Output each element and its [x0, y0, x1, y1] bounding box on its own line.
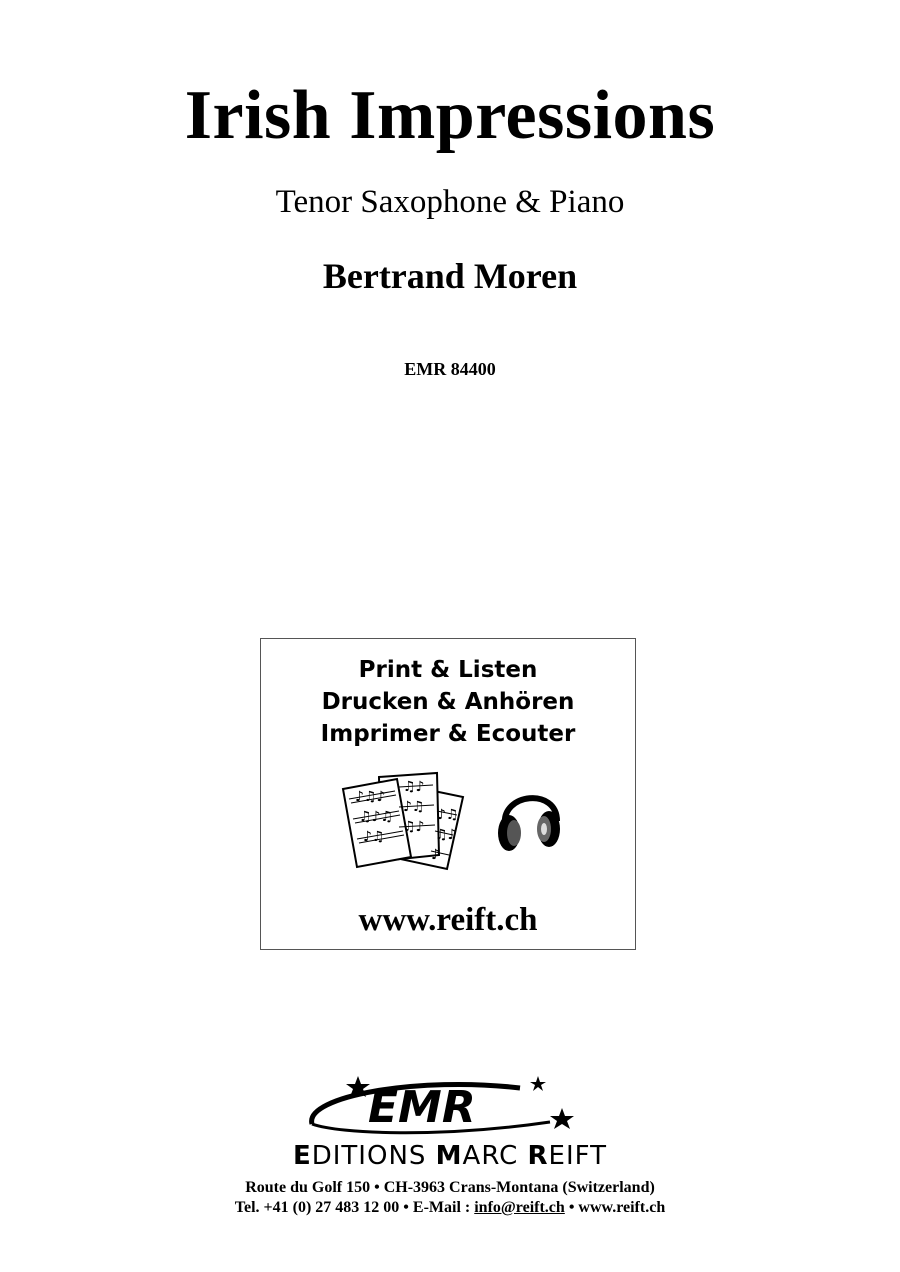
sheet-music-icon: [339, 771, 469, 871]
phone-text: Tel. +41 (0) 27 483 12 00 • E-Mail :: [234, 1199, 475, 1216]
svg-text:♪: ♪: [431, 847, 440, 863]
publisher-address: Route du Golf 150 • CH-3963 Crans-Montana (Switzerland): [245, 1179, 655, 1196]
publisher-contact: [0, 1198, 900, 1218]
website-text: • www.reift.ch: [564, 1199, 666, 1216]
svg-text:♪♫♪: ♪♫♪: [355, 789, 386, 805]
composer-name: Bertrand Moren: [322, 256, 578, 296]
promo-line-german: Drucken & Anhören: [321, 689, 575, 715]
emr-logo: [300, 1072, 590, 1140]
email-link[interactable]: info@reift.ch: [474, 1199, 565, 1216]
svg-text:♫♪♫: ♫♪♫: [359, 809, 394, 825]
instrumentation: Tenor Saxophone & Piano: [275, 184, 625, 220]
svg-text:♫♪: ♫♪: [403, 779, 425, 795]
svg-text:♪♫: ♪♫: [403, 799, 425, 815]
svg-text:♪♫: ♪♫: [363, 829, 385, 845]
promo-line-french: Imprimer & Ecouter: [320, 721, 576, 747]
svg-text:♪♫: ♪♫: [437, 807, 459, 823]
publisher-name: EDITIONS MARC REIFT: [292, 1141, 608, 1171]
print-listen-box: [260, 638, 636, 950]
promo-line-english: Print & Listen: [358, 657, 538, 683]
promo-website[interactable]: www.reift.ch: [358, 902, 538, 938]
cover-title: Irish Impressions: [184, 77, 716, 154]
svg-text:♫♪: ♫♪: [403, 819, 425, 835]
catalog-number: EMR 84400: [404, 359, 496, 379]
headphones-icon: [495, 779, 565, 859]
svg-text:♫♪: ♫♪: [435, 827, 457, 843]
emr-logo-text: EMR: [368, 1082, 476, 1133]
